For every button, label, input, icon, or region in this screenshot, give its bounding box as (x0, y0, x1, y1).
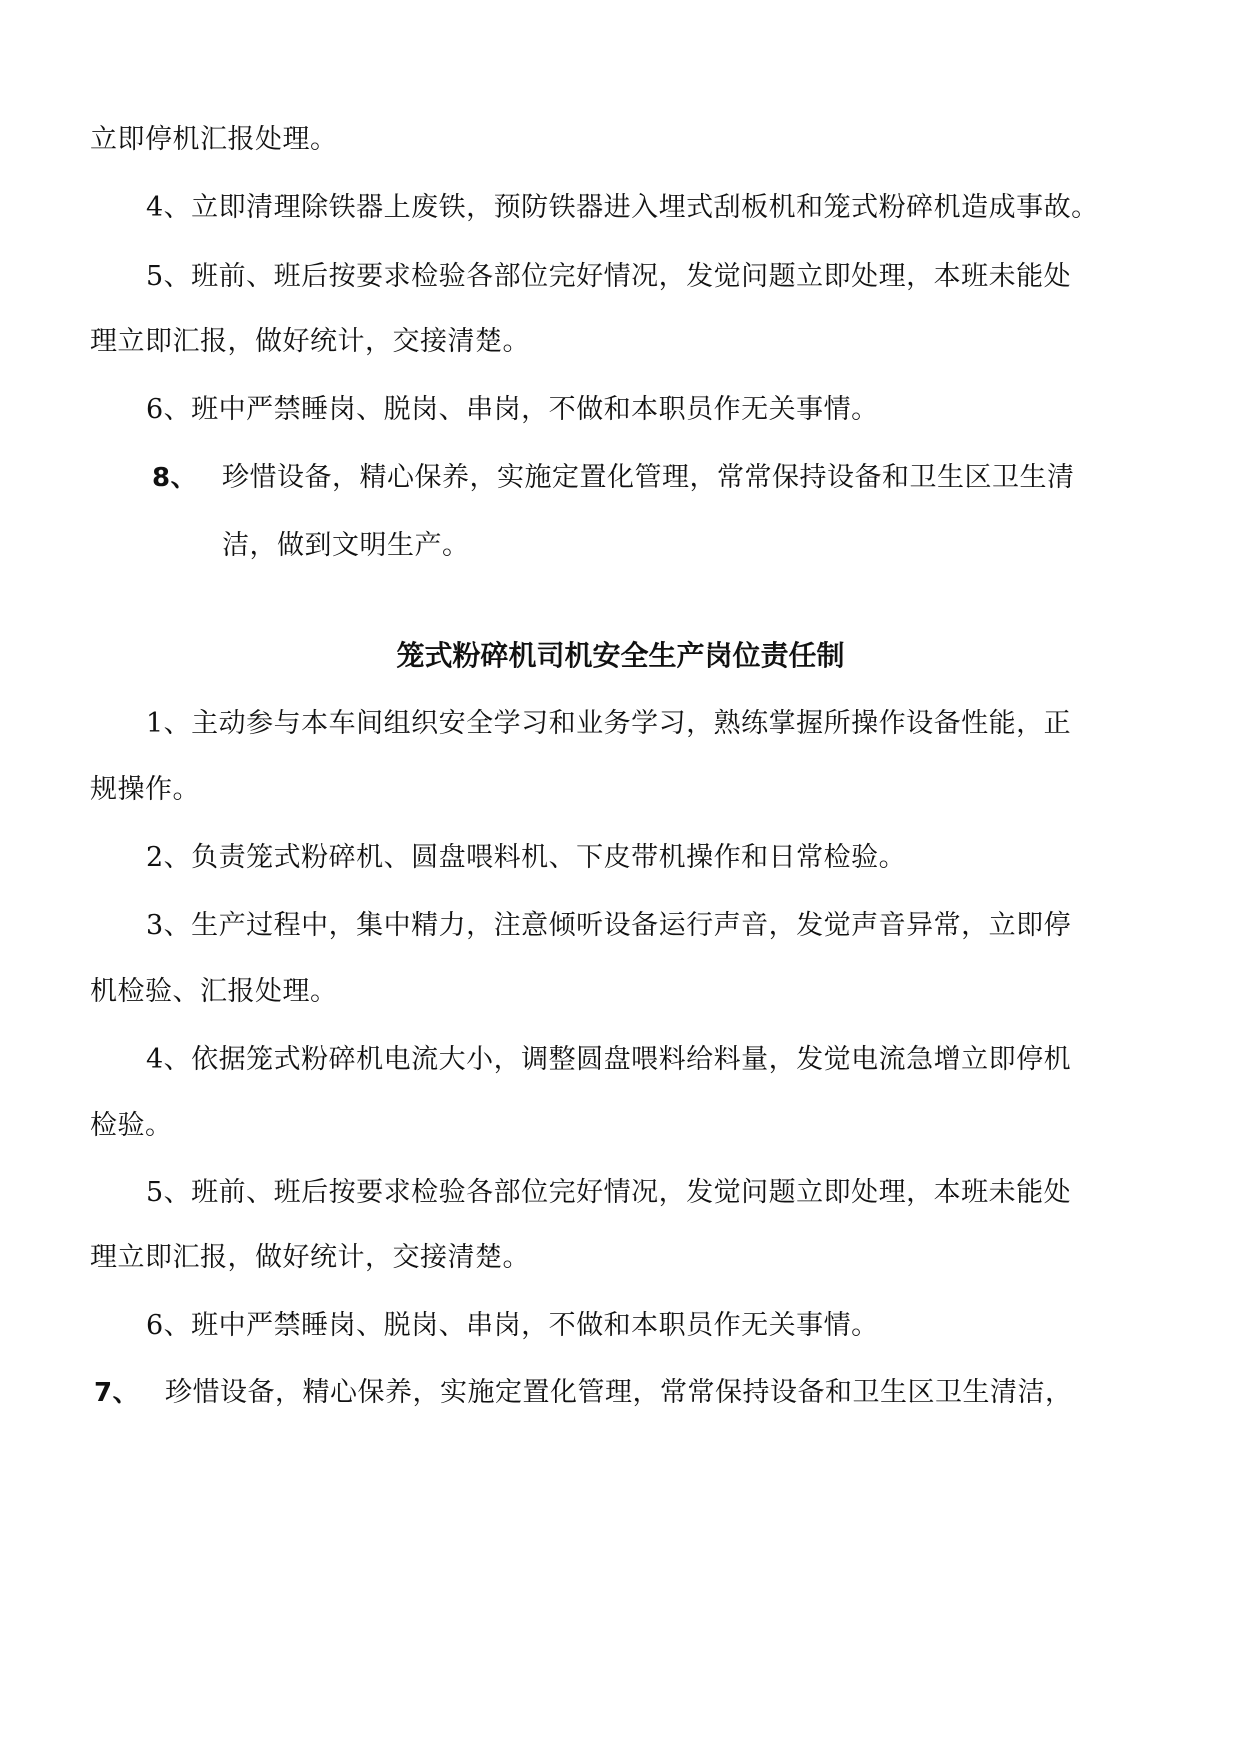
paragraph-line: 洁，做到文明生产。 (222, 530, 470, 561)
paragraph-line: 机检验、汇报处理。 (90, 976, 338, 1007)
paragraph-line: 规操作。 (90, 774, 200, 805)
paragraph-line: 珍惜设备，精心保养，实施定置化管理，常常保持设备和卫生区卫生清洁， (165, 1377, 1073, 1408)
list-item-number: 7、 (94, 1378, 140, 1408)
section-title: 笼式粉碎机司机安全生产岗位责任制 (396, 639, 845, 672)
paragraph-line: 5、班前、班后按要求检验各部位完好情况，发觉问题立即处理，本班未能处 (146, 261, 1072, 292)
paragraph-line: 6、班中严禁睡岗、脱岗、串岗，不做和本职员作无关事情。 (146, 1310, 879, 1341)
paragraph-line: 珍惜设备，精心保养，实施定置化管理，常常保持设备和卫生区卫生清 (222, 462, 1075, 493)
paragraph-line: 2、负责笼式粉碎机、圆盘喂料机、下皮带机操作和日常检验。 (146, 842, 907, 873)
paragraph-line: 4、依据笼式粉碎机电流大小，调整圆盘喂料给料量，发觉电流急增立即停机 (146, 1044, 1072, 1075)
paragraph-line: 6、班中严禁睡岗、脱岗、串岗，不做和本职员作无关事情。 (146, 394, 879, 425)
paragraph-line: 理立即汇报，做好统计，交接清楚。 (90, 326, 530, 357)
paragraph-line: 3、生产过程中，集中精力，注意倾听设备运行声音，发觉声音异常，立即停 (146, 910, 1072, 941)
paragraph-line: 立即停机汇报处理。 (90, 124, 338, 155)
paragraph-line: 理立即汇报，做好统计，交接清楚。 (90, 1242, 530, 1273)
paragraph-line: 5、班前、班后按要求检验各部位完好情况，发觉问题立即处理，本班未能处 (146, 1177, 1072, 1208)
list-item-number: 8、 (152, 463, 198, 493)
paragraph-line: 4、立即清理除铁器上废铁，预防铁器进入埋式刮板机和笼式粉碎机造成事故。 (146, 192, 1099, 223)
paragraph-line: 检验。 (90, 1110, 173, 1141)
paragraph-line: 1、主动参与本车间组织安全学习和业务学习，熟练掌握所操作设备性能，正 (146, 708, 1072, 739)
